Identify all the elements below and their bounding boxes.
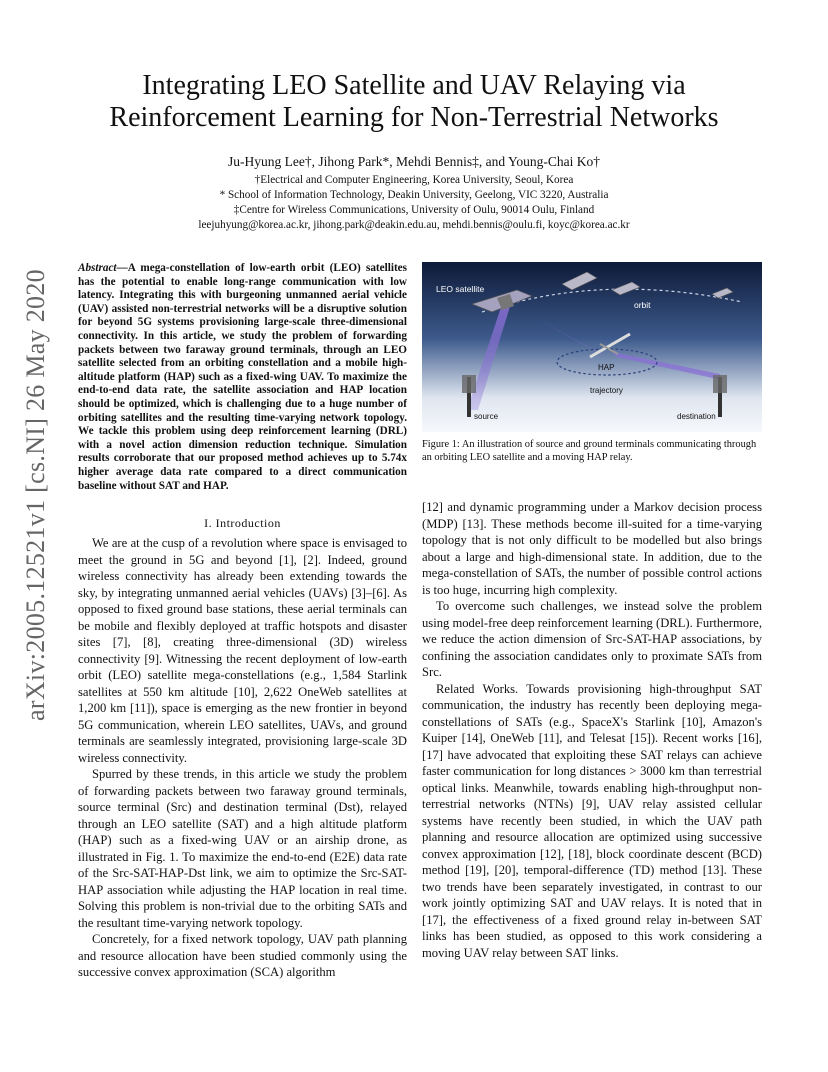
label-destination: destination: [677, 412, 716, 421]
section-heading: I. Introduction: [204, 516, 281, 530]
affiliation-2: * School of Information Technology, Deakin University, Geelong, VIC 3220, Australia: [219, 189, 609, 201]
left-column: [78, 535, 407, 981]
right-column: [422, 499, 762, 961]
author-list: Ju-Hyung Lee†, Jihong Park*, Mehdi Bennis‡, and Young-Chai Ko†: [228, 154, 600, 169]
label-hap: HAP: [598, 363, 615, 372]
affiliation-3: ‡Centre for Wireless Communications, University of Oulu, 90014 Oulu, Finland: [233, 204, 595, 216]
abstract: [78, 262, 407, 493]
label-orbit: orbit: [634, 300, 651, 310]
paper-title-line-1: Integrating LEO Satellite and UAV Relaying via: [142, 70, 686, 101]
paragraph: We are at the cusp of a revolution where space is envisaged to meet the ground in 5G and beyond [1], [2]. Indeed, ground wireless connectivity has already been extending towards the sky, by integrating unmanned aerial vehicles (UAVs) [3]–[6]. As opposed to fixed ground base stations, these aerial terminals can be mobile and flexibly deployed at traffic hotspots and disaster sites [7], [8], creating three-dimensional (3D) wireless connectivity [9]. Witnessing the recent deployment of low-earth orbit (LEO) satellite mega-constellations (e.g., 1,584 Starlink satellites at 550 km altitude [10], 2,622 OneWeb satellites at 1,200 km [11]), space is emerging as the new frontier in beyond 5G communication, wherein LEO satellites, UAVs, and ground terminals are seamlessly integrated, provisioning large-scale 3D wireless connectivity.: [78, 536, 407, 765]
abstract-text: —A mega-constellation of low-earth orbit (LEO) satellites has the potential to enable long-range communication with low latency. Integrating this with burgeoning unmanned aerial vehicle (UAV) assisted non-terrestrial networks will be a disruptive solution for beyond 5G systems provisioning large-scale three-dimensional connectivity. In this article, we study the problem of forwarding packets between two faraway ground terminals, through an LEO satellite selected from an orbiting constellation and a mobile high-altitude platform (HAP) such as a fixed-wing UAV. To maximize the end-to-end data rate, the satellite association and HAP location should be optimized, which is challenging due to a huge number of orbiting satellites and the resulting time-varying network topology. We tackle this problem using deep reinforcement learning (DRL) with a novel action dimension reduction technique. Simulation results corroborate that our proposed method achieves up to 5.74x higher average data rate compared to a direct communication baseline without SAT and HAP.: [78, 262, 407, 492]
figure-caption: Figure 1: An illustration of source and ground terminals communicating through an orbiting LEO satellite and a moving HAP relay.: [422, 439, 757, 463]
paragraph: To overcome such challenges, we instead solve the problem using model-free deep reinforcement learning (DRL). Furthermore, we reduce the action dimension of Src-SAT-HAP associations, by confining the association candidates only to proximate SATs from Src.: [422, 599, 762, 679]
arxiv-stamp: [18, 269, 54, 721]
paper-title-line-2: Reinforcement Learning for Non-Terrestrial Networks: [109, 102, 719, 133]
arxiv-id-text: arXiv:2005.12521v1 [cs.NI] 26 May 2020: [21, 269, 50, 721]
paragraph: Concretely, for a fixed network topology, UAV path planning and resource allocation have been studied commonly using the successive convex approximation (SCA) algorithm: [78, 932, 407, 979]
paragraph: [12] and dynamic programming under a Markov decision process (MDP) [13]. These methods become ill-suited for a time-varying topology that is not only difficult to be modelled but also brings about a large and high-dimensional state. In addition, due to the mega-constellation of SATs, the number of possible control actions is too huge, incurring high complexity.: [422, 500, 762, 597]
figure-1: [422, 262, 762, 432]
label-trajectory: trajectory: [590, 386, 623, 395]
label-source: source: [474, 412, 499, 421]
figure-1-illustration: [422, 262, 762, 432]
abstract-label: Abstract: [78, 262, 117, 274]
author-emails: leejuhyung@korea.ac.kr, jihong.park@deakin.edu.au, mehdi.bennis@oulu.fi, koyc@korea.ac.kr: [198, 219, 630, 231]
paragraph: Spurred by these trends, in this article we study the problem of forwarding packets between two faraway ground terminals, source terminal (Src) and destination terminal (Dst), relayed through an LEO satellite (SAT) and a high altitude platform (HAP) such as a fixed-wing UAV or an airship drone, as illustrated in Fig. 1. To maximize the end-to-end (E2E) data rate of the Src-SAT-HAP-Dst link, we aim to optimize the Src-SAT-HAP association while adjusting the HAP location in real time. Solving this problem is non-trivial due to the orbiting SATs and the resultant time-varying network topology.: [78, 767, 407, 930]
affiliation-1: †Electrical and Computer Engineering, Korea University, Seoul, Korea: [254, 174, 574, 186]
label-leo-satellite: LEO satellite: [436, 284, 485, 294]
paragraph: Related Works. Towards provisioning high-throughput SAT communication, the industry has recently been deploying mega-constellations of SATs (e.g., SpaceX's Starlink [10], Amazon's Kuiper [14], OneWeb [11], and Telesat [15]). Recent works [16], [17] have advocated that exploiting these SAT relays can achieve faster communication for long distances > 3000 km than terrestrial optical links. Meanwhile, towards enabling high-throughput non-terrestrial networks (NTNs) [9], UAV relay assisted cellular systems have recently been studied, in which the UAV path planning and resource allocation are optimized using successive convex approximation [12], [18], block coordinate descent (BCD) method [19], [20], temporal-difference (TD) method [13]. These two trends have been separately investigated, in contrast to our work jointly optimizing SAT and UAV relays. It is noted that in [17], the effectiveness of a fixed ground relay in-between SAT links has been studied, as opposed to this work considering a moving UAV relay between SAT links.: [422, 681, 762, 960]
